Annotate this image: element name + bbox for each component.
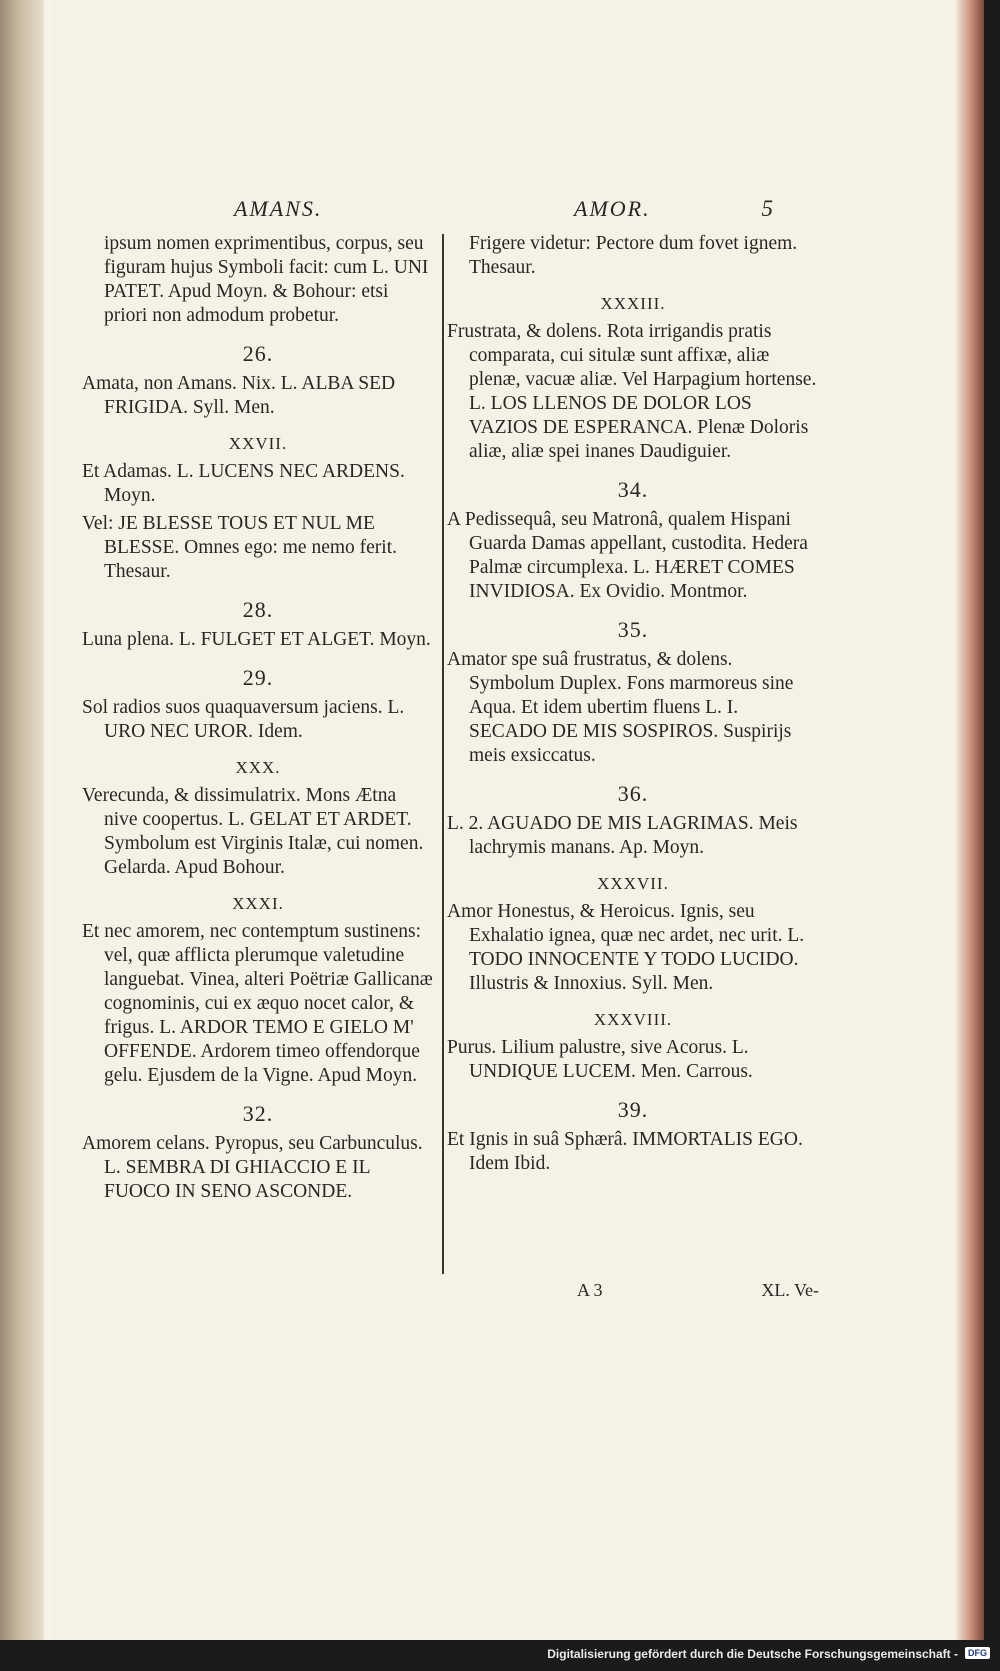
entry-number: XXXIII. xyxy=(600,294,666,313)
column-rule xyxy=(442,234,444,1274)
entry-number: 35. xyxy=(617,617,649,642)
entry-text: Vel: JE BLESSE TOUS ET NUL ME BLESSE. Omnes ego: me nemo ferit. Thesaur. xyxy=(82,513,397,582)
running-head-right: AMOR. xyxy=(574,196,651,221)
printed-page xyxy=(52,0,956,1640)
entry-text: Luna plena. L. FULGET ET ALGET. Moyn. xyxy=(82,629,431,650)
entry-text: Et Adamas. L. LUCENS NEC ARDENS. Moyn. xyxy=(82,461,405,506)
entry-text: Frigere videtur: Pectore dum fovet ignem. Thesaur. xyxy=(469,233,798,278)
entry-number: 34. xyxy=(617,477,649,502)
entry-text: Amata, non Amans. Nix. L. ALBA SED FRIGIDA. Syll. Men. xyxy=(82,373,396,418)
entry-number: XXXI. xyxy=(232,894,284,913)
entry-text: Sol radios suos quaquaversum jaciens. L. URO NEC UROR. Idem. xyxy=(82,697,405,742)
right-column xyxy=(447,232,819,1180)
page-number: 5 xyxy=(761,196,773,221)
catchword: XL. Ve- xyxy=(761,1280,819,1300)
entry-text: Et Ignis in suâ Sphærâ. IMMORTALIS EGO. Idem Ibid. xyxy=(447,1129,803,1174)
entry-text: Frustrata, & dolens. Rota irrigandis pratis comparata, cui situlæ sunt affixæ, aliæ plenæ, vacuæ aliæ. Vel Harpagium hortense. L. LOS LLENOS DE DOLOR LOS VAZIOS DE ESPERANCA. Plenæ Doloris aliæ, aliæ spei inanes Daudiguier. xyxy=(447,321,817,462)
entry-number: XXVII. xyxy=(228,434,288,453)
entry-text: Amorem celans. Pyropus, seu Carbunculus. L. SEMBRA DI GHIACCIO E IL FUOCO IN SENO ASCONDE. xyxy=(82,1133,423,1202)
entry-number: 39. xyxy=(617,1097,649,1122)
entry-number: XXX. xyxy=(235,758,281,777)
entry-text: Et nec amorem, nec contemptum sustinens: vel, quæ afflicta plerumque valetudine languebat. Vinea, alteri Poëtriæ Gallicanæ cognominis, cui ex æquo nocet calor, & frigus. L. ARDOR TEMO E GIELO M' OFFENDE. Ardorem timeo offendorque gelu. Ejusdem de la Vigne. Apud Moyn. xyxy=(82,921,433,1086)
entry-text: Verecunda, & dissimulatrix. Mons Ætna nive coopertus. L. GELAT ET ARDET. Symbolum est Virginis Italæ, cui nomen. Gelarda. Apud Bohour. xyxy=(82,785,424,878)
entry-text: Amor Honestus, & Heroicus. Ignis, seu Exhalatio ignea, quæ nec ardet, nec urit. L. TODO INNOCENTE Y TODO LUCIDO. Illustris & Innoxius. Syll. Men. xyxy=(447,901,805,994)
page-fore-edge xyxy=(956,0,984,1640)
entry-number: XXXVIII. xyxy=(593,1010,673,1029)
entry-number: 28. xyxy=(242,597,274,622)
entry-number: 36. xyxy=(617,781,649,806)
running-head-left: AMANS. xyxy=(234,196,323,221)
entry-number: 26. xyxy=(242,341,274,366)
entry-number: XXXVII. xyxy=(597,874,669,893)
digitization-banner xyxy=(0,1640,1000,1671)
left-column xyxy=(82,232,434,1208)
entry-number: 29. xyxy=(242,665,274,690)
entry-text: ipsum nomen exprimentibus, corpus, seu figuram hujus Symboli facit: cum L. UNI PATET. Apud Moyn. & Bohour: etsi priori non admodum probetur. xyxy=(104,233,429,326)
running-header xyxy=(52,196,956,228)
entry-text: A Pedissequâ, seu Matronâ, qualem Hispani Guarda Damas appellant, custodita. Hedera Palmæ circumplexa. L. HÆRET COMES INVIDIOSA. Ex Ovidio. Montmor. xyxy=(447,509,808,602)
entry-number: 32. xyxy=(242,1101,274,1126)
entry-text: L. 2. AGUADO DE MIS LAGRIMAS. Meis lachrymis manans. Ap. Moyn. xyxy=(447,813,798,858)
signature-mark: A 3 xyxy=(577,1280,603,1300)
entry-text: Amator spe suâ frustratus, & dolens. Symbolum Duplex. Fons marmoreus sine Aqua. Et idem ubertim fluens L. I. SECADO DE MIS SOSPIROS. Suspirijs meis exsiccatus. xyxy=(447,649,794,766)
entry-text: Purus. Lilium palustre, sive Acorus. L. UNDIQUE LUCEM. Men. Carrous. xyxy=(447,1037,753,1082)
dfg-logo: DFG xyxy=(965,1647,990,1659)
book-gutter xyxy=(0,0,44,1640)
funding-notice: Digitalisierung gefördert durch die Deutsche Forschungsgemeinschaft - xyxy=(547,1647,958,1661)
